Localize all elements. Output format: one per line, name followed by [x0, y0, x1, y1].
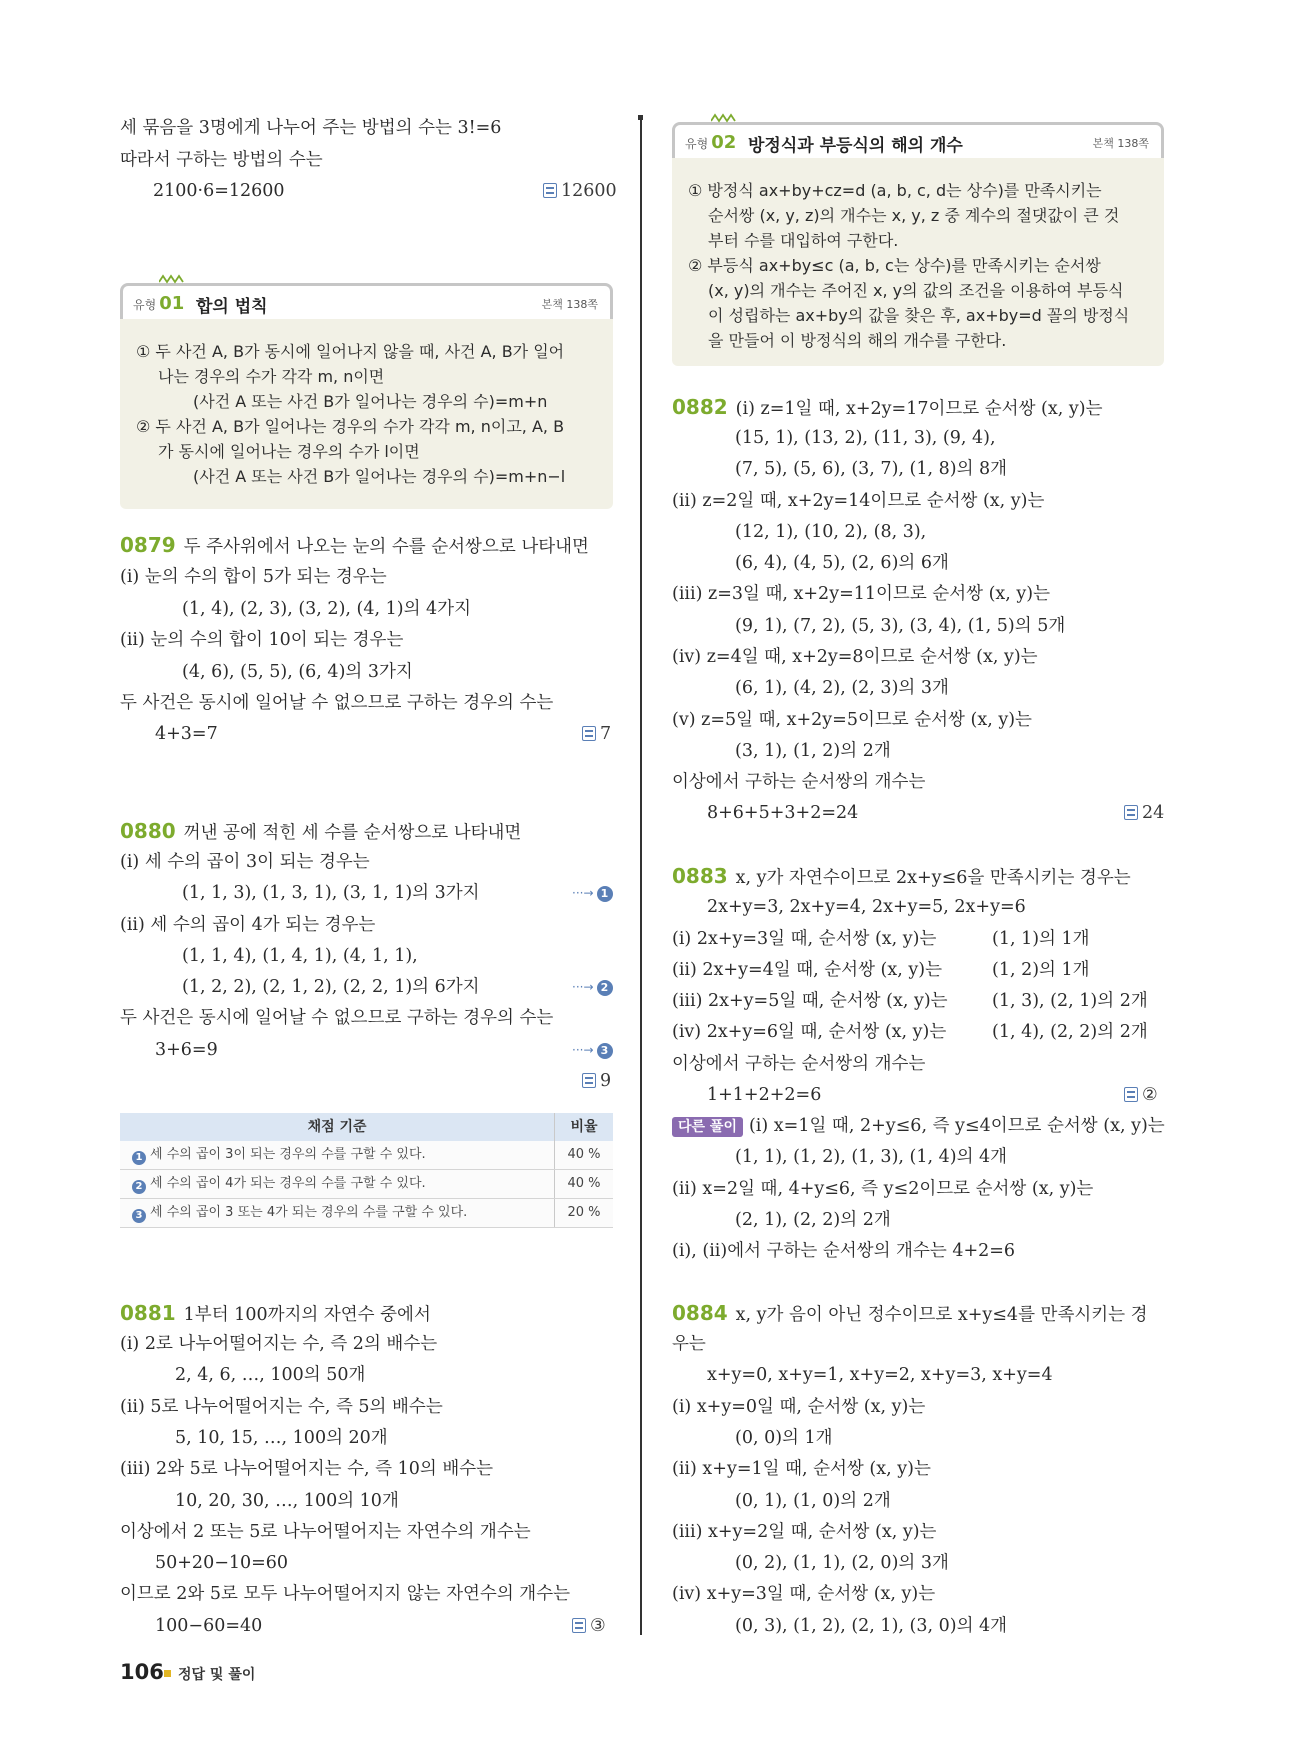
solution-result: (1, 3), (2, 1)의 2개	[992, 991, 1148, 1011]
rule-line: (사건 A 또는 사건 B가 일어나는 경우의 수)=m+n−l	[193, 467, 566, 486]
rule-line: ② 부등식 ax+by≤c (a, b, c는 상수)를 만족시키는 순서쌍	[688, 256, 1101, 275]
solution-line: (ii) 5로 나누어떨어지는 수, 즉 5의 배수는	[120, 1397, 443, 1417]
alt-solution-badge: 다른 풀이	[672, 1117, 743, 1137]
solution-result: (1, 2)의 1개	[992, 960, 1090, 980]
table-row: 3 세 수의 곱이 3 또는 4가 되는 경우의 수를 구할 수 있다. 20 %	[120, 1199, 613, 1228]
intro-line: 세 묶음을 3명에게 나누어 주는 방법의 수는 3!=6	[120, 118, 502, 138]
rule-line: ② 두 사건 A, B가 일어나는 경우의 수가 각각 m, n이고, A, B	[136, 417, 565, 436]
solution-line: 4+3=7	[155, 724, 218, 744]
solution-line: (iv) z=4일 때, x+2y=8이므로 순서쌍 (x, y)는	[672, 647, 1038, 667]
solution-line: (ii) 눈의 수의 합이 10이 되는 경우는	[120, 630, 404, 650]
solution-line: (1, 1, 3), (1, 3, 1), (3, 1, 1)의 3가지	[182, 883, 480, 903]
solution-line: (2, 1), (2, 2)의 2개	[735, 1210, 891, 1230]
solution-line: (i), (ii)에서 구하는 순서쌍의 개수는 4+2=6	[672, 1241, 1016, 1261]
step-marker-1: ···→ 1	[572, 882, 613, 904]
rule-line: 순서쌍 (x, y, z)의 개수는 x, y, z 중 계수의 절댓값이 큰 것	[708, 206, 1120, 225]
zigzag-icon	[711, 113, 737, 123]
table-header: 채점 기준 비율	[120, 1113, 613, 1141]
solution-line: (i) 2x+y=3일 때, 순서쌍 (x, y)는	[672, 929, 937, 949]
footer-square-icon	[164, 1670, 171, 1677]
answer-icon	[543, 183, 557, 198]
solution-line: (1, 4), (2, 3), (3, 2), (4, 1)의 4가지	[182, 599, 471, 619]
solution-line: 이상에서 구하는 순서쌍의 개수는	[672, 1054, 926, 1074]
solution-line: 두 사건은 동시에 일어날 수 없으므로 구하는 경우의 수는	[120, 693, 554, 713]
solution-line: (1, 2, 2), (2, 1, 2), (2, 2, 1)의 6가지	[182, 977, 480, 997]
intro-line: 2100·6=12600	[153, 181, 285, 201]
solution-line: (iv) 2x+y=6일 때, 순서쌍 (x, y)는	[672, 1022, 947, 1042]
solution-line: (15, 1), (13, 2), (11, 3), (9, 4),	[735, 428, 996, 448]
solution-line: (ii) 2x+y=4일 때, 순서쌍 (x, y)는	[672, 960, 942, 980]
rule-line: 이 성립하는 ax+by의 값을 찾은 후, ax+by=d 꼴의 방정식	[708, 306, 1130, 325]
solution-line: (0, 0)의 1개	[735, 1428, 833, 1448]
solution-line: 두 사건은 동시에 일어날 수 없으므로 구하는 경우의 수는	[120, 1008, 554, 1028]
alt-solution: 다른 풀이 (i) x=1일 때, 2+y≤6, 즉 y≤4이므로 순서쌍 (x, y)는	[672, 1115, 1165, 1137]
solution-line: 10, 20, 30, …, 100의 10개	[175, 1491, 399, 1511]
solution-line: x+y=0, x+y=1, x+y=2, x+y=3, x+y=4	[707, 1365, 1053, 1385]
type-ref: 본책 138쪽	[541, 298, 598, 311]
rule-line: 부터 수를 대입하여 구한다.	[708, 231, 899, 250]
solution-line: (iii) x+y=2일 때, 순서쌍 (x, y)는	[672, 1522, 937, 1542]
solution-line: (i) 눈의 수의 합이 5가 되는 경우는	[120, 567, 387, 587]
type-ref: 본책 138쪽	[1092, 137, 1149, 150]
solution-line: (i) 2로 나누어떨어지는 수, 즉 2의 배수는	[120, 1334, 438, 1354]
solution-line: 50+20−10=60	[155, 1553, 289, 1573]
solution-line: 5, 10, 15, …, 100의 20개	[175, 1428, 388, 1448]
answer-icon	[582, 726, 596, 741]
solution-line: 2, 4, 6, …, 100의 50개	[175, 1365, 366, 1385]
solution-line: 1+1+2+2=6	[707, 1085, 822, 1105]
answer-icon	[572, 1618, 586, 1633]
type-title: 방정식과 부등식의 해의 개수	[748, 136, 963, 156]
problem-0879: 0879 두 주사위에서 나오는 눈의 수를 순서쌍으로 나타내면	[120, 533, 589, 557]
step-marker-3: ···→ 3	[572, 1039, 613, 1061]
solution-line: (1, 1), (1, 2), (1, 3), (1, 4)의 4개	[735, 1147, 1008, 1167]
intro-line: 따라서 구하는 방법의 수는	[120, 150, 323, 170]
solution-line: (ii) z=2일 때, x+2y=14이므로 순서쌍 (x, y)는	[672, 491, 1045, 511]
rule-line: 을 만들어 이 방정식의 해의 개수를 구한다.	[708, 331, 1007, 350]
solution-line: (i) 세 수의 곱이 3이 되는 경우는	[120, 852, 370, 872]
problem-0880: 0880 꺼낸 공에 적힌 세 수를 순서쌍으로 나타내면	[120, 819, 522, 843]
footer-label: 정답 및 풀이	[178, 1667, 256, 1683]
solution-line: 이상에서 2 또는 5로 나누어떨어지는 자연수의 개수는	[120, 1522, 531, 1542]
solution-result: (1, 4), (2, 2)의 2개	[992, 1022, 1148, 1042]
answer-0879: 7	[582, 723, 611, 745]
solution-line: (i) x+y=0일 때, 순서쌍 (x, y)는	[672, 1397, 926, 1417]
type-label: 유형 02	[685, 132, 737, 153]
answer-icon	[1124, 805, 1138, 820]
table-row: 1 세 수의 곱이 3이 되는 경우의 수를 구할 수 있다. 40 %	[120, 1141, 613, 1170]
solution-line: (6, 1), (4, 2), (2, 3)의 3개	[735, 678, 949, 698]
column-divider	[640, 120, 642, 1635]
solution-line: (iii) 2x+y=5일 때, 순서쌍 (x, y)는	[672, 991, 948, 1011]
solution-line: (iii) z=3일 때, x+2y=11이므로 순서쌍 (x, y)는	[672, 584, 1051, 604]
solution-line: 이상에서 구하는 순서쌍의 개수는	[672, 772, 926, 792]
solution-line: (ii) 세 수의 곱이 4가 되는 경우는	[120, 915, 376, 935]
answer-icon	[1124, 1087, 1138, 1102]
solution-line: (v) z=5일 때, x+2y=5이므로 순서쌍 (x, y)는	[672, 710, 1032, 730]
solution-result: (1, 1)의 1개	[992, 929, 1090, 949]
rule-line: (사건 A 또는 사건 B가 일어나는 경우의 수)=m+n	[193, 392, 548, 411]
rule-line: 나는 경우의 수가 각각 m, n이면	[158, 367, 385, 386]
problem-0882: 0882 (i) z=1일 때, x+2y=17이므로 순서쌍 (x, y)는	[672, 395, 1103, 419]
solution-line: (0, 1), (1, 0)의 2개	[735, 1491, 891, 1511]
table-row: 2 세 수의 곱이 4가 되는 경우의 수를 구할 수 있다. 40 %	[120, 1170, 613, 1199]
zigzag-icon	[159, 274, 185, 284]
rule-line: (x, y)의 개수는 주어진 x, y의 값의 조건을 이용하여 부등식	[708, 281, 1124, 300]
solution-line: (12, 1), (10, 2), (8, 3),	[735, 522, 927, 542]
answer-12600: 12600	[543, 180, 617, 202]
type-01-header	[120, 283, 613, 319]
step-marker-2: ···→ 2	[572, 976, 613, 998]
solution-line: (iv) x+y=3일 때, 순서쌍 (x, y)는	[672, 1584, 936, 1604]
rule-line: ① 방정식 ax+by+cz=d (a, b, c, d는 상수)를 만족시키는	[688, 181, 1102, 200]
solution-line: 3+6=9	[155, 1040, 218, 1060]
solution-line: (7, 5), (5, 6), (3, 7), (1, 8)의 8개	[735, 459, 1008, 479]
solution-line: (6, 4), (4, 5), (2, 6)의 6개	[735, 553, 949, 573]
answer-0880: 9	[582, 1070, 611, 1092]
answer-0882: 24	[1124, 802, 1164, 824]
solution-line: 2x+y=3, 2x+y=4, 2x+y=5, 2x+y=6	[707, 897, 1026, 917]
solution-line: (0, 2), (1, 1), (2, 0)의 3개	[735, 1553, 949, 1573]
page-number: 106	[120, 1660, 164, 1684]
problem-0883: 0883 x, y가 자연수이므로 2x+y≤6을 만족시키는 경우는	[672, 864, 1131, 888]
solution-line: 우는	[672, 1334, 706, 1354]
answer-0881: ③	[572, 1615, 606, 1637]
type-title: 합의 법칙	[196, 297, 268, 317]
solution-line: (iii) 2와 5로 나누어떨어지는 수, 즉 10의 배수는	[120, 1459, 494, 1479]
solution-line: 8+6+5+3+2=24	[707, 803, 859, 823]
solution-line: 이므로 2와 5로 모두 나누어떨어지지 않는 자연수의 개수는	[120, 1584, 571, 1604]
type-label: 유형 01	[133, 293, 185, 314]
solution-line: (ii) x+y=1일 때, 순서쌍 (x, y)는	[672, 1459, 931, 1479]
solution-line: 100−60=40	[155, 1616, 263, 1636]
solution-line: (3, 1), (1, 2)의 2개	[735, 741, 891, 761]
grading-table	[120, 1113, 613, 1228]
solution-line: (ii) x=2일 때, 4+y≤6, 즉 y≤2이므로 순서쌍 (x, y)는	[672, 1179, 1094, 1199]
type-02-header	[672, 122, 1164, 158]
answer-0883: ②	[1124, 1084, 1158, 1106]
answer-icon	[582, 1073, 596, 1088]
rule-line: ① 두 사건 A, B가 동시에 일어나지 않을 때, 사건 A, B가 일어	[136, 342, 565, 361]
problem-0881: 0881 1부터 100까지의 자연수 중에서	[120, 1301, 431, 1325]
solution-line: (4, 6), (5, 5), (6, 4)의 3가지	[182, 662, 413, 682]
problem-0884: 0884 x, y가 음이 아닌 정수이므로 x+y≤4를 만족시키는 경	[672, 1301, 1148, 1325]
rule-line: 가 동시에 일어나는 경우의 수가 l이면	[158, 442, 420, 461]
solution-line: (0, 3), (1, 2), (2, 1), (3, 0)의 4개	[735, 1616, 1008, 1636]
solution-line: (1, 1, 4), (1, 4, 1), (4, 1, 1),	[182, 946, 418, 966]
solution-line: (9, 1), (7, 2), (5, 3), (3, 4), (1, 5)의 5개	[735, 616, 1066, 636]
